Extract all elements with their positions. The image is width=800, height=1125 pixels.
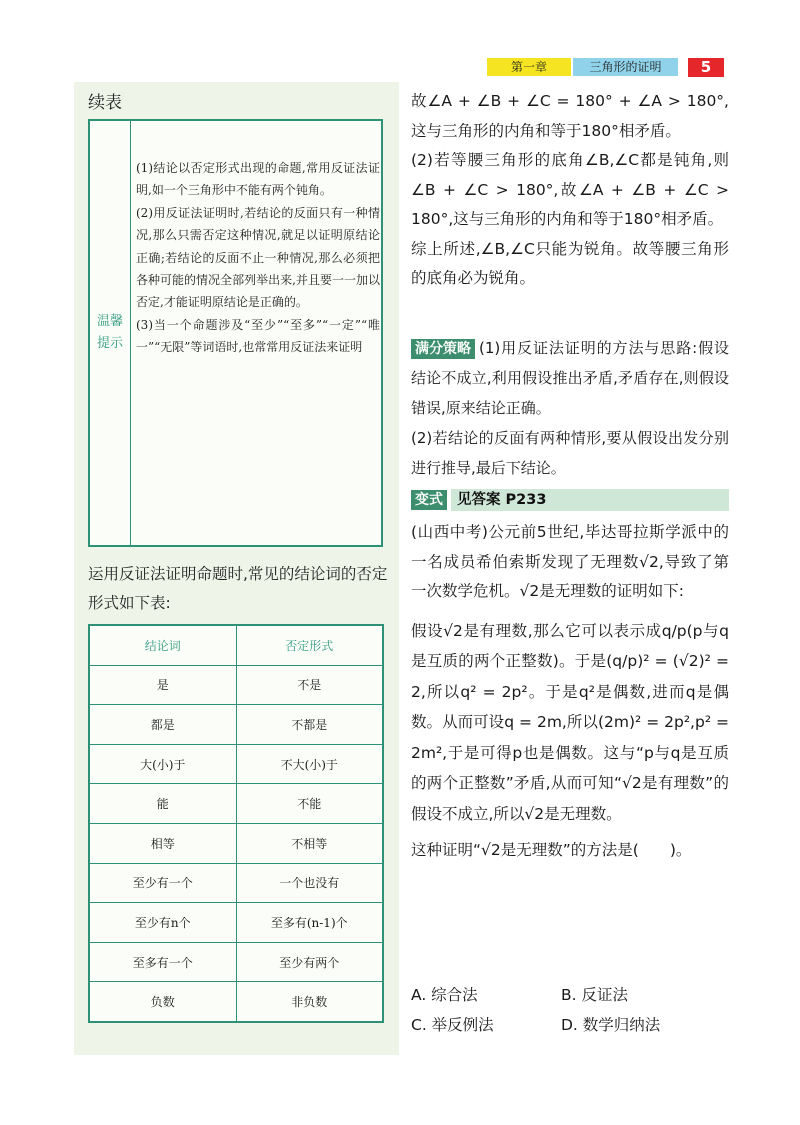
option-c: C. 举反例法 — [411, 1016, 494, 1034]
tip-paragraph-2: (2)用反证法证明时,若结论的反面只有一种情况,那么只需否定这种情况,就足以证明原结论正确;若结论的反面不止一种情况,那么必须把各种可能的情况全部列举出来,并且要一一加以否定,才能证明原结论是正确的。 — [136, 205, 380, 310]
table-row — [89, 705, 383, 745]
table-cell: 大(小)于 — [89, 744, 236, 784]
table-cell: 不都是 — [236, 705, 383, 745]
chapter-label: 第一章 — [487, 58, 571, 76]
tip-label-line-1: 温馨 — [96, 314, 123, 329]
section-label: 三角形的证明 — [573, 58, 678, 76]
tip-paragraph-1: (1)结论以否定形式出现的命题,常用反证法证明,如一个三角形中不能有两个钝角。 — [136, 161, 380, 198]
table-cell: 至少有n个 — [89, 903, 236, 943]
strategy-paragraph-1 — [411, 333, 729, 423]
table-cell: 都是 — [89, 705, 236, 745]
table-cell: 非负数 — [236, 982, 383, 1022]
tip-box — [88, 119, 383, 547]
option-d: D. 数学归纳法 — [561, 1016, 661, 1034]
proof-paragraph-1: 故∠A + ∠B + ∠C = 180° + ∠A > 180°,这与三角形的内角和等于180°相矛盾。 — [411, 92, 729, 140]
table-cell: 至多有一个 — [89, 942, 236, 982]
table-intro-text: 运用反证法证明命题时,常见的结论词的否定形式如下表: — [88, 565, 388, 612]
strategy-paragraph-2: (2)若结论的反面有两种情形,要从假设出发分别进行推导,最后下结论。 — [411, 429, 729, 477]
table-row — [89, 784, 383, 824]
question-text: 这种证明“√2是无理数”的方法是( )。 — [411, 841, 692, 859]
proof-paragraph-2: (2)若等腰三角形的底角∠B,∠C都是钝角,则∠B + ∠C > 180°,故∠A + ∠B + ∠C > 180°,这与三角形的内角和等于180°相矛盾。 — [411, 151, 729, 228]
table-row — [89, 903, 383, 943]
answer-options — [411, 980, 721, 1040]
proof-conclusion-block — [411, 87, 729, 294]
strategy-tag: 满分策略 — [411, 339, 475, 359]
table-row — [89, 744, 383, 784]
tip-text — [136, 157, 380, 359]
continued-table-title: 续表 — [88, 93, 122, 113]
strategy-text-1: (1)用反证法证明的方法与思路:假设结论不成立,利用假设推出矛盾,矛盾存在,则假设错误,原来结论正确。 — [411, 339, 729, 417]
table-cell: 能 — [89, 784, 236, 824]
table-cell: 是 — [89, 665, 236, 705]
tip-paragraph-3: (3)当一个命题涉及“至少”“至多”“一定”“唯一”“无限”等词语时,也常常用反证法来证明 — [136, 317, 380, 355]
variant-line — [411, 489, 729, 511]
table-cell: 至少有一个 — [89, 863, 236, 903]
tip-label — [90, 311, 130, 355]
answer-reference: 见答案 P233 — [451, 489, 729, 511]
problem-intro: (山西中考)公元前5世纪,毕达哥拉斯学派中的一名成员希伯索斯发现了无理数√2,导致了第一次数学危机。√2是无理数的证明如下: — [411, 523, 729, 600]
table-cell: 不大(小)于 — [236, 744, 383, 784]
tip-label-line-2: 提示 — [96, 336, 123, 351]
variant-tag: 变式 — [411, 490, 447, 510]
variant-header — [411, 489, 729, 511]
proof-text: 假设√2是有理数,那么它可以表示成q/p(p与q是互质的两个正整数)。于是(q/p)² = (√2)² = 2,所以q² = 2p²。于是q²是偶数,进而q是偶数。从而可设q = 2m,所以(2m)² = 2p²,p² = 2m²,于是可得p也是偶数。这与“p与q是互质的两个正整数”矛盾,从而可知“√2是有理数”的假设不成立,所以√2是无理数。 — [411, 621, 729, 823]
negation-table — [88, 624, 384, 1023]
table-cell: 不是 — [236, 665, 383, 705]
option-b: B. 反证法 — [561, 986, 628, 1004]
table-cell: 不相等 — [236, 823, 383, 863]
page-number: 5 — [688, 58, 724, 77]
table-header-row — [89, 625, 383, 665]
proof-paragraph-3: 综上所述,∠B,∠C只能为锐角。故等腰三角形的底角必为锐角。 — [411, 239, 729, 287]
table-header-cell: 结论词 — [89, 625, 236, 665]
tip-label-column — [90, 121, 131, 545]
problem-block — [411, 518, 729, 866]
table-row — [89, 942, 383, 982]
table-cell: 至多有(n-1)个 — [236, 903, 383, 943]
table-row — [89, 823, 383, 863]
table-header-cell: 否定形式 — [236, 625, 383, 665]
table-row — [89, 982, 383, 1022]
table-row — [89, 863, 383, 903]
table-cell: 至少有两个 — [236, 942, 383, 982]
table-cell: 相等 — [89, 823, 236, 863]
table-cell: 不能 — [236, 784, 383, 824]
strategy-block — [411, 333, 729, 483]
table-cell: 负数 — [89, 982, 236, 1022]
option-a: A. 综合法 — [411, 986, 478, 1004]
table-cell: 一个也没有 — [236, 863, 383, 903]
table-row — [89, 665, 383, 705]
